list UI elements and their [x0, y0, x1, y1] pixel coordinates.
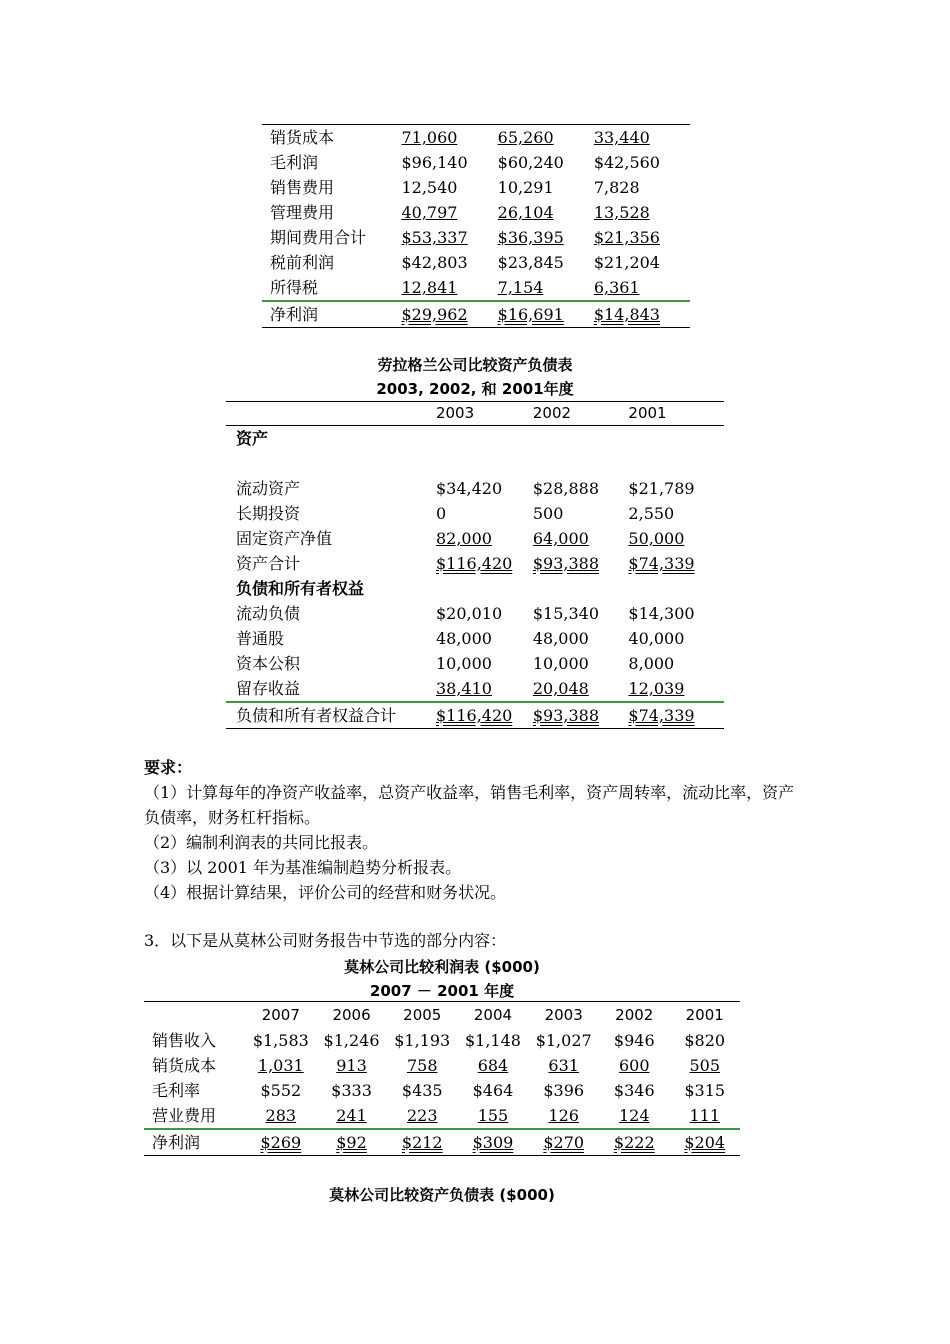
value-text: $14,843	[593, 305, 660, 324]
value-text: $212	[401, 1133, 443, 1152]
cell-value	[599, 1053, 669, 1078]
table-row	[144, 1053, 740, 1078]
cell-value	[594, 301, 690, 328]
cell-value	[669, 1129, 740, 1156]
cell-value	[498, 175, 594, 200]
row-label: 留存收益	[236, 679, 301, 698]
value-text: 64,000	[532, 529, 589, 548]
year-header: 2001	[669, 1002, 740, 1029]
table-row	[262, 301, 690, 328]
row-label: 净利润	[144, 1129, 245, 1156]
cell-value	[628, 676, 724, 702]
value-text: 7,828	[593, 178, 640, 197]
cell-value	[533, 501, 629, 526]
row-label: 长期投资	[236, 504, 301, 523]
value-text: 12,039	[628, 679, 685, 698]
cell-value	[387, 1028, 458, 1053]
cell-value	[387, 1078, 458, 1103]
value-text: $23,845	[497, 253, 564, 272]
cell-value	[528, 1078, 599, 1103]
cell-value	[458, 1103, 529, 1129]
cell-value	[594, 250, 690, 275]
row-label: 管理费用	[270, 203, 335, 222]
cell-value	[458, 1129, 529, 1156]
cell-value	[528, 1028, 599, 1053]
requirements-heading: 要求：	[144, 758, 193, 777]
cell-value	[628, 626, 724, 651]
value-text: $93,388	[532, 554, 600, 573]
value-text: 126	[548, 1106, 579, 1125]
value-text: 50,000	[628, 529, 685, 548]
value-text: 71,060	[401, 128, 458, 147]
cell-value	[533, 676, 629, 702]
value-text: 913	[336, 1056, 367, 1075]
value-text: $21,356	[593, 228, 660, 247]
table-row	[226, 702, 724, 729]
value-text: $15,340	[532, 604, 600, 623]
value-text: $42,560	[593, 153, 660, 172]
value-text: 40,797	[401, 203, 458, 222]
cell-value	[436, 702, 533, 729]
cell-value	[498, 301, 594, 328]
cell-value	[387, 1129, 458, 1156]
balance-sheet-table	[226, 401, 724, 729]
cell-value	[436, 676, 533, 702]
cell-value	[628, 501, 724, 526]
year-header: 2002	[599, 1002, 669, 1029]
value-text: $396	[543, 1081, 585, 1100]
cell-value	[436, 601, 533, 626]
cell-value	[628, 702, 724, 729]
cell-value	[594, 200, 690, 225]
row-label: 毛利率	[152, 1081, 201, 1100]
value-text: 500	[532, 504, 564, 523]
income-statement-table	[262, 124, 690, 328]
row-label: 资本公积	[236, 654, 301, 673]
cell-value	[669, 1078, 740, 1103]
table-row	[226, 526, 724, 551]
value-text: $29,962	[401, 305, 468, 324]
cell-value	[401, 225, 497, 250]
cell-value	[316, 1103, 387, 1129]
value-text: 10,291	[497, 178, 554, 197]
row-label: 流动资产	[236, 479, 301, 498]
cell-value	[401, 125, 497, 151]
value-text: 20,048	[532, 679, 589, 698]
value-text: 223	[406, 1106, 438, 1125]
cell-value	[498, 125, 594, 151]
value-text: 600	[618, 1056, 650, 1075]
year-header: 2003	[436, 402, 533, 426]
molin-balance-title: 莫林公司比较资产负债表 ($000)	[329, 1186, 555, 1204]
value-text: 0	[435, 504, 447, 523]
value-text: $333	[331, 1081, 372, 1100]
value-text: $92	[336, 1133, 367, 1152]
cell-value	[599, 1129, 669, 1156]
table-row	[226, 476, 724, 501]
value-text: $34,420	[435, 479, 503, 498]
value-text: 65,260	[497, 128, 554, 147]
value-text: 684	[477, 1056, 509, 1075]
cell-value	[245, 1103, 316, 1129]
cell-value	[316, 1129, 387, 1156]
cell-value	[401, 150, 497, 175]
value-text: $21,204	[593, 253, 660, 272]
value-text: $820	[684, 1031, 726, 1050]
table-row	[144, 1103, 740, 1129]
value-text: $93,388	[532, 706, 600, 725]
year-header: 2001	[628, 402, 724, 426]
value-text: $36,395	[497, 228, 564, 247]
value-text: 48,000	[532, 629, 589, 648]
row-label: 销货成本	[270, 128, 335, 147]
requirement-item: （1）计算每年的净资产收益率，总资产收益率，销售毛利率，资产周转率，流动比率，资产负债率，财务杠杆指标。	[144, 783, 795, 827]
cell-value	[245, 1129, 316, 1156]
cell-value	[669, 1053, 740, 1078]
value-text: $14,300	[628, 604, 695, 623]
cell-value	[533, 526, 629, 551]
cell-value	[458, 1028, 529, 1053]
value-text: $204	[684, 1133, 726, 1152]
value-text: $270	[543, 1133, 585, 1152]
cell-value	[401, 275, 497, 301]
table-row	[226, 676, 724, 702]
value-text: 26,104	[497, 203, 554, 222]
cell-value	[436, 551, 533, 576]
value-text: $435	[401, 1081, 443, 1100]
value-text: 155	[477, 1106, 509, 1125]
cell-value	[436, 651, 533, 676]
value-text: 7,154	[497, 278, 544, 297]
value-text: 10,000	[435, 654, 492, 673]
requirements-block	[144, 755, 804, 905]
cell-value	[458, 1078, 529, 1103]
value-text: 40,000	[628, 629, 685, 648]
row-label: 所得税	[270, 278, 319, 297]
row-label: 税前利润	[270, 253, 335, 272]
cell-value	[528, 1129, 599, 1156]
value-text: $1,193	[394, 1031, 451, 1050]
value-text: 13,528	[593, 203, 650, 222]
value-text: $309	[472, 1133, 514, 1152]
cell-value	[594, 125, 690, 151]
table-row	[144, 1028, 740, 1053]
value-text: $1,246	[323, 1031, 380, 1050]
value-text: $552	[260, 1081, 302, 1100]
cell-value	[628, 551, 724, 576]
cell-value	[498, 250, 594, 275]
value-text: $74,339	[628, 706, 695, 725]
cell-value	[599, 1103, 669, 1129]
cell-value	[436, 626, 533, 651]
molin-income-table	[144, 1001, 740, 1156]
row-label: 资产合计	[236, 554, 301, 573]
assets-heading: 资产	[236, 429, 269, 448]
value-text: 12,540	[401, 178, 458, 197]
table-row	[144, 1129, 740, 1156]
year-header: 2005	[387, 1002, 458, 1029]
value-text: 283	[265, 1106, 297, 1125]
value-text: $464	[472, 1081, 514, 1100]
value-text: 241	[336, 1106, 367, 1125]
year-header: 2003	[528, 1002, 599, 1029]
cell-value	[599, 1028, 669, 1053]
requirement-item: （3）以 2001 年为基准编制趋势分析报表。	[144, 858, 462, 877]
cell-value	[436, 501, 533, 526]
value-text: 631	[548, 1056, 579, 1075]
cell-value	[245, 1053, 316, 1078]
cell-value	[245, 1078, 316, 1103]
table-row	[262, 200, 690, 225]
value-text: 1,031	[257, 1056, 304, 1075]
value-text: $269	[260, 1133, 302, 1152]
cell-value	[594, 175, 690, 200]
value-text: $946	[613, 1031, 655, 1050]
row-label: 营业费用	[152, 1106, 217, 1125]
value-text: $116,420	[435, 554, 513, 573]
value-text: 48,000	[435, 629, 492, 648]
cell-value	[498, 150, 594, 175]
table-row	[262, 150, 690, 175]
row-label: 净利润	[262, 301, 401, 328]
value-text: 12,841	[401, 278, 458, 297]
value-text: $21,789	[628, 479, 695, 498]
value-text: $16,691	[497, 305, 564, 324]
table-row	[262, 125, 690, 151]
balance-sheet-title: 劳拉格兰公司比较资产负债表	[377, 356, 573, 374]
cell-value	[533, 551, 629, 576]
year-header: 2002	[533, 402, 629, 426]
cell-value	[594, 150, 690, 175]
value-text: 111	[689, 1106, 721, 1125]
table-row	[226, 626, 724, 651]
value-text: 2,550	[628, 504, 675, 523]
value-text: $1,148	[464, 1031, 521, 1050]
cell-value	[316, 1078, 387, 1103]
row-label: 销售费用	[270, 178, 335, 197]
value-text: 33,440	[593, 128, 650, 147]
cell-value	[387, 1103, 458, 1129]
cell-value	[436, 526, 533, 551]
value-text: 8,000	[628, 654, 675, 673]
row-label: 固定资产净值	[236, 529, 333, 548]
table-row	[144, 1078, 740, 1103]
table-row	[262, 275, 690, 301]
cell-value	[628, 526, 724, 551]
table-header-row	[226, 402, 724, 426]
section-heading-row	[226, 576, 724, 601]
question-3-intro: 3．以下是从莫林公司财务报告中节选的部分内容：	[144, 931, 507, 950]
value-text: 38,410	[435, 679, 492, 698]
balance-sheet-subtitle: 2003, 2002, 和 2001年度	[376, 380, 574, 398]
cell-value	[436, 476, 533, 501]
year-header: 2007	[245, 1002, 316, 1029]
value-text: $42,803	[401, 253, 468, 272]
row-label: 普通股	[236, 629, 285, 648]
value-text: $96,140	[401, 153, 468, 172]
cell-value	[387, 1053, 458, 1078]
cell-value	[669, 1103, 740, 1129]
row-label: 毛利润	[270, 153, 319, 172]
cell-value	[599, 1078, 669, 1103]
cell-value	[528, 1103, 599, 1129]
value-text: 505	[689, 1056, 721, 1075]
row-label: 流动负债	[236, 604, 301, 623]
row-label: 销货成本	[152, 1056, 217, 1075]
value-text: $20,010	[435, 604, 503, 623]
cell-value	[316, 1028, 387, 1053]
cell-value	[401, 250, 497, 275]
section-heading-row	[226, 426, 724, 452]
cell-value	[628, 601, 724, 626]
value-text: $346	[613, 1081, 655, 1100]
cell-value	[669, 1028, 740, 1053]
cell-value	[316, 1053, 387, 1078]
value-text: $60,240	[497, 153, 564, 172]
row-label: 销售收入	[152, 1031, 217, 1050]
year-header: 2004	[458, 1002, 529, 1029]
cell-value	[498, 225, 594, 250]
cell-value	[628, 476, 724, 501]
value-text: 6,361	[593, 278, 640, 297]
table-row	[262, 225, 690, 250]
value-text: $315	[684, 1081, 726, 1100]
requirement-item: （4）根据计算结果，评价公司的经营和财务状况。	[144, 883, 507, 902]
table-row	[226, 651, 724, 676]
cell-value	[533, 626, 629, 651]
cell-value	[628, 651, 724, 676]
cell-value	[498, 275, 594, 301]
value-text: $222	[613, 1133, 655, 1152]
value-text: $116,420	[435, 706, 513, 725]
value-text: $28,888	[532, 479, 600, 498]
cell-value	[245, 1028, 316, 1053]
value-text: 82,000	[435, 529, 492, 548]
table-row	[262, 175, 690, 200]
cell-value	[458, 1053, 529, 1078]
cell-value	[533, 651, 629, 676]
table-row	[226, 601, 724, 626]
cell-value	[401, 301, 497, 328]
table-row	[226, 501, 724, 526]
cell-value	[594, 275, 690, 301]
cell-value	[401, 200, 497, 225]
liabilities-heading: 负债和所有者权益	[236, 579, 365, 598]
cell-value	[533, 702, 629, 729]
value-text: $74,339	[628, 554, 695, 573]
cell-value	[401, 175, 497, 200]
value-text: 758	[406, 1056, 438, 1075]
table-row	[226, 551, 724, 576]
value-text: $1,027	[535, 1031, 592, 1050]
value-text: $53,337	[401, 228, 468, 247]
cell-value	[528, 1053, 599, 1078]
value-text: 10,000	[532, 654, 589, 673]
cell-value	[594, 225, 690, 250]
table-header-row	[144, 1002, 740, 1029]
cell-value	[533, 601, 629, 626]
row-label: 负债和所有者权益合计	[226, 702, 436, 729]
molin-income-title: 莫林公司比较利润表 ($000)	[344, 958, 540, 976]
value-text: 124	[618, 1106, 650, 1125]
molin-income-subtitle: 2007 － 2001 年度	[369, 982, 515, 1000]
table-row	[262, 250, 690, 275]
row-label: 期间费用合计	[270, 228, 367, 247]
cell-value	[533, 476, 629, 501]
year-header: 2006	[316, 1002, 387, 1029]
requirement-item: （2）编制利润表的共同比报表。	[144, 833, 379, 852]
cell-value	[498, 200, 594, 225]
value-text: $1,583	[252, 1031, 309, 1050]
